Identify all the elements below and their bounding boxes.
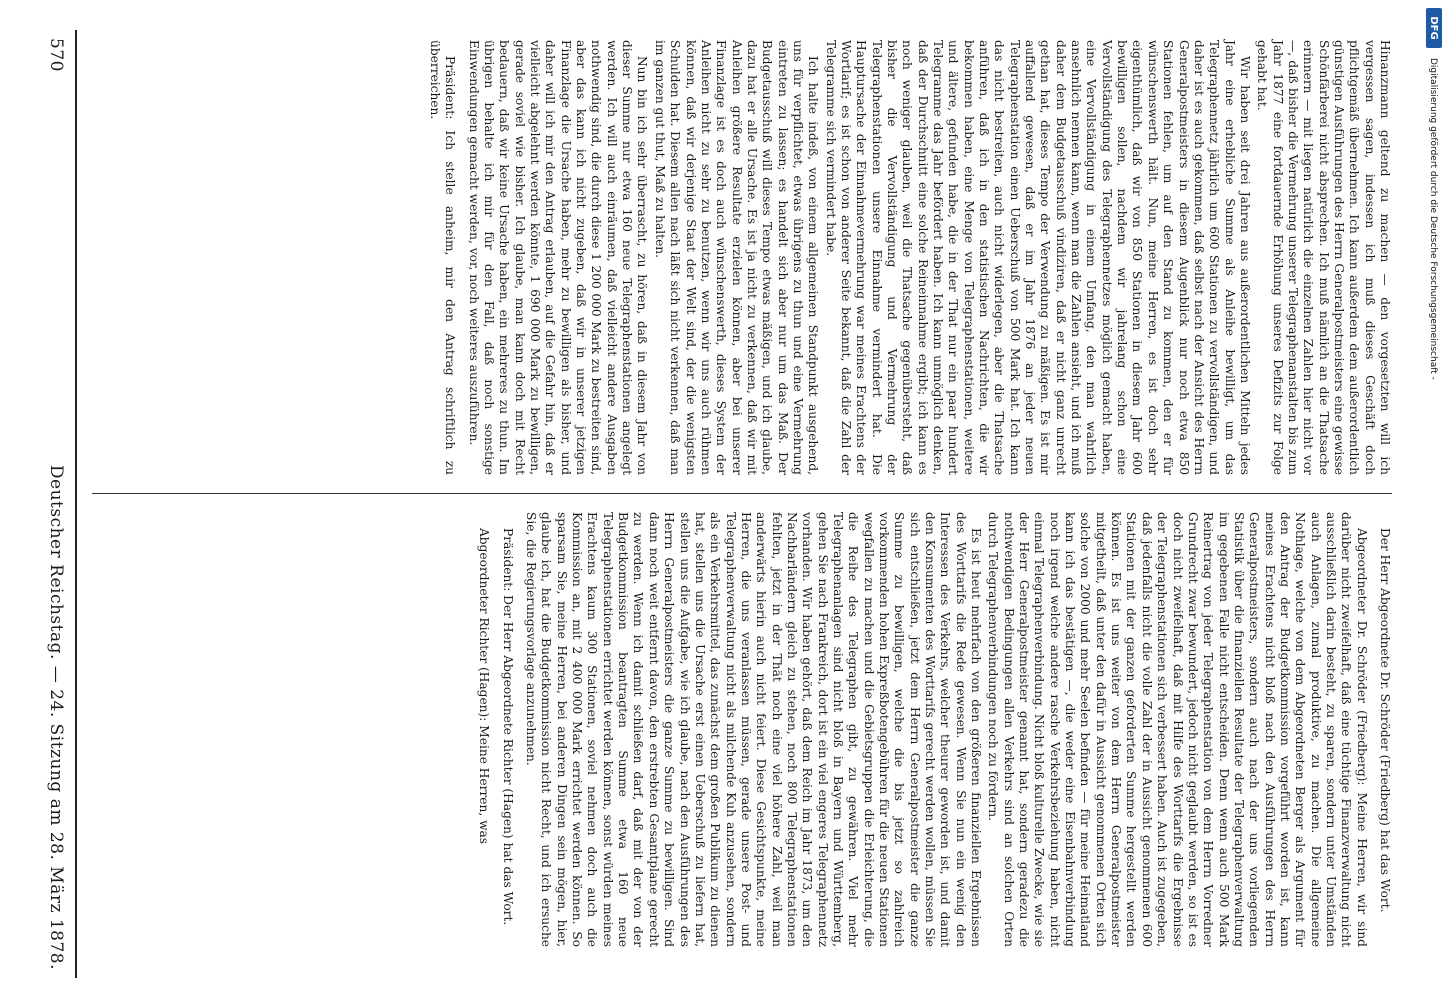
paragraph: Der Herr Abgeordnete Dr. Schröder (Friedberg) hat das Wort. xyxy=(1378,528,1392,913)
page-number: 570 xyxy=(46,38,66,72)
paragraph: Ich halte indeß, von einem allgemeinen Standpunkt ausgehend, uns für verpflichtet, etwas übrigens zu thun und eine Vermehrung eintreten zu lassen; es handelt sich aber nur um das Maß. Der Budgetausschuß will dieses Tempo etwas mäßigen, und ich glaube, dazu hat er alle Ursache. Es ist ja nicht zu verkennen, daß wir mit Anleihen größere Resultate erzielen können, aber bei unserer Finanzlage ist es doch auch wünschenswerth, dieses System der Anleihen nicht zu sehr zu benutzen, wenn wir uns auch rühmen können, daß wir derjenige Staat der Welt sind, der die wenigsten Schulden hat. Diesem allen nach läßt sich nicht verkennen, daß man im ganzen gut thut, Maß zu halten. xyxy=(652,40,821,475)
paragraph: Hinanzmann geltend zu machen — den vorgesetzten will ich vergessen sagen, indessen ich muß dieses Geschäft doch pflichtgemäß übernehmen. Ich kann außerdem dem außerordentlich günstigen Ausführungen des Herrn Generalpostmeisters eine gewisse Schönfärberei nicht absprechen. Ich muß nämlich an die Thatsache erinnern — mit liegen natürlich die einzelnen Zahlen hier nicht vor —, daß bisher die Vermehrung unserer Telegraphenanstalten bis zum Jahr 1877 eine fortdauernde Erhöhung unseres Defizits zur Folge gehabt hat. xyxy=(1255,40,1392,475)
text-column-left xyxy=(92,40,1392,475)
paragraph: Nun bin ich sehr überrascht, zu hören, daß in diesem Jahr von dieser Summe nur etwa 160 neue Telegraphenstationen angelegt werden. Ich will auch einräumen, daß vielleicht andere Ausgaben nothwendig sind, die durch diese 1 200 000 Mark zu bestreiten sind, aber das kann ich nicht zugeben, daß wir in unserer jetzigen Finanzlage die Ursache haben, mehr zu bewilligen als bisher, und daher will ich mir den Antrag erlauben, auf die Gefahr hin, daß er vielleicht abgelehnt werden könnte, 1 690 000 Mark zu bewilligen, gerade soviel wie bisher. Ich glaube, man kann doch mit Recht bedauern, daß wir keine Ursache haben, ein mehreres zu thun. Im übrigen behalte ich mir für den Fall, daß noch sonstige Einwendungen gemacht werden, vor, noch weiteres auszuführen. xyxy=(466,40,650,475)
running-head xyxy=(42,38,70,970)
speaker-paragraph: Abgeordneter Dr. Schröder (Friedberg): Meine Herren, wir sind darüber nicht zweifelhaft, daß eine tüchtige Finanzverwaltung nicht ausschließlich darin besteht, zu sparen, sondern unter Umständen auch Anlagen, zumal produktive, zu machen. Die allgemeine Nothlage, welche von dem Abgeordneten Berger als Argument für den Antrag der Budgetkommission vorgeführt worden ist, kann meines Erachtens nicht bloß nach den Ausführungen des Herrn Generalpostmeisters, sondern auch nach der uns vorliegenden Statistik über die finanziellen Resultate der Telegraphenverwaltung im gegebenen Falle nicht entscheiden. Denn wenn auch 500 Mark Reinertrag von jeder Telegraphenstation von dem Herrn Vorredner Grundrecht zwar bewundert, jedoch nicht geglaubt werden, so ist es doch nicht zweifelhaft, daß mit Hilfe des Worttarifs die Ergebnisse der Telegraphenstationen sich verbessert haben. Auch ist zugegeben, daß jedenfalls nicht die volle Zahl der in Aussicht genommenen 600 Stationen mit der ganzen geforderten Summe hergestellt werden können. Es ist uns weiter von dem Herrn Generalpostmeister mitgetheilt, daß unter den dafür in Aussicht genommenen Orten sich solche von 2000 und mehr Seelen befinden — für meine Heimatland kann ich das bestätigen —, die weder eine Eisenbahnverbindung noch irgend welche andere rasche Verkehrsbeziehung haben, nicht einmal Telegraphenverbindung. Nicht bloß kulturelle Zwecke, wie sie der Herr Generalpostmeister genannt hat, sondern geradezu die nothwendigen Bedingungen allen Verkehrs sind an solchen Orten durch Telegraphenverbindungen noch zu fördern. xyxy=(986,512,1369,947)
header-rule xyxy=(75,30,77,978)
column-divider xyxy=(92,493,1392,494)
digitization-credit: Digitalisierung gefördert durch die Deutsche Forschungsgemeinschaft - xyxy=(1428,58,1438,380)
speaker-paragraph: Abgeordneter Richter (Hagen): Meine Herren, was xyxy=(477,528,492,845)
dfg-logo: DFG xyxy=(1426,8,1442,48)
speaker-paragraph: Präsident: Der Herr Abgeordnete Richter (Hagen) hat das Wort. xyxy=(500,528,515,926)
running-title: Deutscher Reichstag. — 24. Sitzung am 28. März 1878. xyxy=(46,464,66,970)
speaker-paragraph: Präsident: Ich stelle anheim, mir den Antrag schriftlich zu überreichen. xyxy=(428,40,458,475)
text-column-right xyxy=(92,512,1392,947)
paragraph: Es ist heut mehrfach von den größeren finanziellen Ergebnissen des Worttarifs die Rede gewesen. Wenn Sie nun ein wenig den Interessen des Verkehrs, welcher theurer geworden ist, und damit den Konsumenten des Worttarifs gerecht werden wollen, müssen Sie sich entschließen, jetzt dem Herrn Generalpostmeister die ganze Summe zu bewilligen, welche die bis jetzt so zahlreich vorkommenden hohen Expreßbotengebühren für die neuen Stationen wegfallen zu machen und die Gebietsgruppen die Erleichterung, die die Reihe des Telegraphen gibt, zu gewähren. Viel mehr Telegraphenanlagen sind nicht bloß in Bayern und Württemberg, gehen Sie nach Frankreich, dort ist ein viel engeres Telegraphennetz vorhanden. Wir haben gehört, daß dem Reich im Jahr 1873, um den Nachbarländern gleich zu stehen, noch 800 Telegraphenstationen fehlten, jetzt in der Thät noch eine viel höhere Zahl, weil man anderwärts hierin auch nicht feiert. Diese Gesichtspunkte, meine Herren, die uns veranlassen müssen, gerade unsere Post- und Telegraphenverwaltung nicht als milchende Kuh anzusehen, sondern als ein Verkehrsmittel, das zunächst dem großen Publikum zu dienen hat, stellen uns die Ursache erst einen Ueberschuß zu liefern hat, stellen uns die Aufgabe, wie ich glaube, nach den Ausführungen des Herrn Generalpostmeisters die ganze Summe zu bewilligen. Sind dann noch weit entfernt davon, den erstrebten Gesamtplane gerecht zu werden. Wenn ich damit schließen darf, daß mit der von der Budgetkommission beantragten Summe etwa 160 neue Telegraphenstationen errichtet werden können, sonst würden meines Erachtens kaum 300 Stationen, soviel nehmen doch auch die Kommission an, mit 2 400 000 Mark errichtet werden können. So sparsam Sie, meine Herren, bei anderen Dingen sein mögen, hier, glaube ich, hat die Budgetkommission nicht Recht, und ich ersuche Sie, die Regierungsvorlage anzunehmen. xyxy=(524,512,984,947)
paragraph: Wir haben seit drei Jahren aus außerordentlichen Mitteln jedes Jahr eine erhebliche Summe als Anleihe bewilligt, um das Telegraphennetz jährlich um 600 Stationen zu vervollständigen, und daher ist es auch gekommen, daß selbst nach der Ansicht des Herrn Generalpostmeisters in diesem Augenblick nur noch etwa 850 Stationen fehlen, um auf den Stand zu kommen, den er für wünschenswerth hält. Nun, meine Herren, es ist doch sehr eigenthümlich, daß wir von 850 Stationen in diesem Jahr 600 bewilligen sollen, nachdem wir jahrelang schon eine Vervollständigung des Telegraphennetzes möglich gemacht haben, eine Vervollständigung in einem Umfang, den man wahrlich ansehnlich nennen kann, wenn man die Zahlen ansieht, und ich muß daher dem Budgetausschuß vindiziren, daß er nicht ganz unrecht gethan hat, dieses Tempo der Verwendung zu mäßigen. Es ist mir auffallend gewesen, daß er im Jahr 1876 an jeder neuen Telegraphenstation einen Ueberschuß von 500 Mark hat. Ich kann das nicht bestreiten, auch nicht widerlegen, aber die Thatsache anführen, daß ich in den statistischen Nachrichten, die wir bekommen haben, eine Menge von Telegraphenstationen, weitere und ältere, gefunden habe, die in der That nur ein paar hundert Telegramme das Jahr befördert haben. Ich kann unmöglich denken, daß der Durchschnitt eine solche Reineinnahme ergibt; ich kann es noch weniger glauben, weil die Thatsache gegenübersteht, daß bisher die Vervollständigung und Vermehrung der Telegraphenstationen unsere Einnahme vermindert hat. Die Hauptursache der Einnahmevermehrung war meines Erachtens der Wortlarif; es ist schon von anderer Seite bekannt, daß die Zahl der Telegramme sich vermindert habe. xyxy=(823,40,1252,475)
